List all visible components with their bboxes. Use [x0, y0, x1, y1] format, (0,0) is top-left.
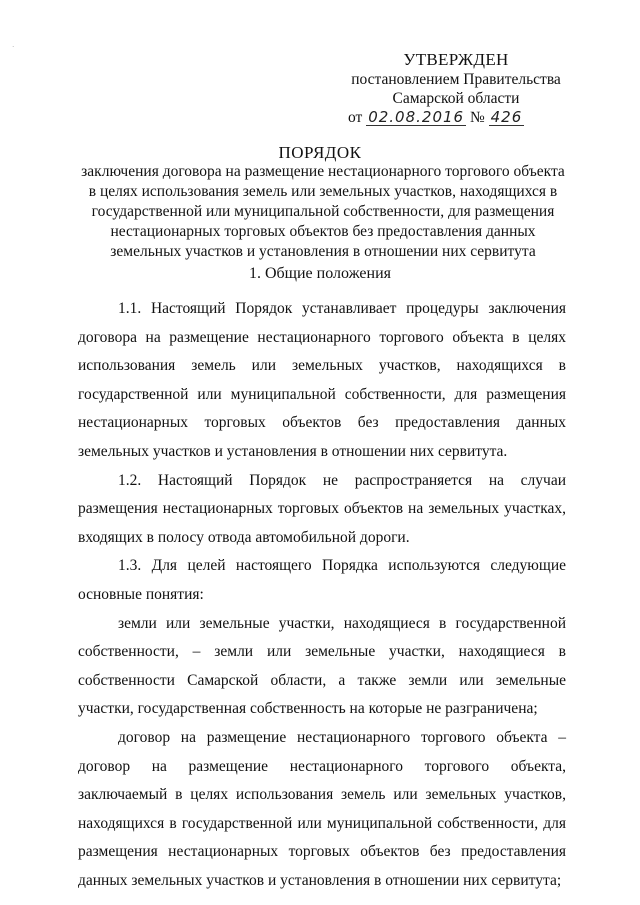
scan-margin-mark: · — [12, 43, 15, 51]
paragraph-1-3: 1.3. Для целей настоящего Порядка используются следующие основные понятия: — [78, 557, 566, 603]
definition-state-land: земли или земельные участки, находящиеся в государственной собственности, – земли или земельные участки, находящиеся в собственности Самарской области, а также земли или земельные участки, государственная собственность на которые не разграничена; — [78, 614, 566, 718]
handwritten-date: 02.08.2016 — [368, 108, 465, 126]
section-heading: 1. Общие положения — [248, 265, 392, 282]
document-subtitle: заключения договора на размещение нестационарного торгового объекта в целях использования земель или земельных участков, находящихся в государственной или муниципальной собственности, для размещения нестационарных торговых объектов без предоставления данных земельных участков и установления в отношении них сервитута — [81, 163, 565, 260]
approved-label: УТВЕРЖДЕН — [403, 50, 509, 69]
document-body — [78, 295, 566, 895]
handwritten-number: 426 — [490, 108, 523, 126]
number-prefix: № — [469, 109, 485, 126]
date-prefix: от — [348, 109, 363, 126]
approved-by-line-2: Самарской области — [392, 90, 520, 107]
definition-placement-contract: договор на размещение нестационарного торгового объекта – договор на размещение нестационарного торгового объекта, заключаемый в целях использования земель или земельных участков, находящихся в государственной или муниципальной собственности, для размещения нестационарных торговых объектов без предоставления данных земельных участков и установления в отношении них сервитута; — [78, 728, 566, 889]
paragraph-1-2: 1.2. Настоящий Порядок не распространяется на случаи размещения нестационарных торговых объектов на земельных участках, входящих в полосу отвода автомобильной дороги. — [78, 471, 566, 546]
paragraph-1-1: 1.1. Настоящий Порядок устанавливает процедуры заключения договора на размещение нестационарного торгового объекта в целях использования земель или земельных участков, находящихся в государственной или муниципальной собственности, для размещения нестационарных торговых объектов без предоставления данных земельных участков и установления в отношении них сервитута. — [78, 300, 566, 460]
approval-date-line — [346, 108, 566, 127]
document-title: ПОРЯДОК — [278, 143, 362, 162]
approval-stamp — [346, 50, 566, 127]
approved-by-line-1: постановлением Правительства — [351, 71, 561, 88]
